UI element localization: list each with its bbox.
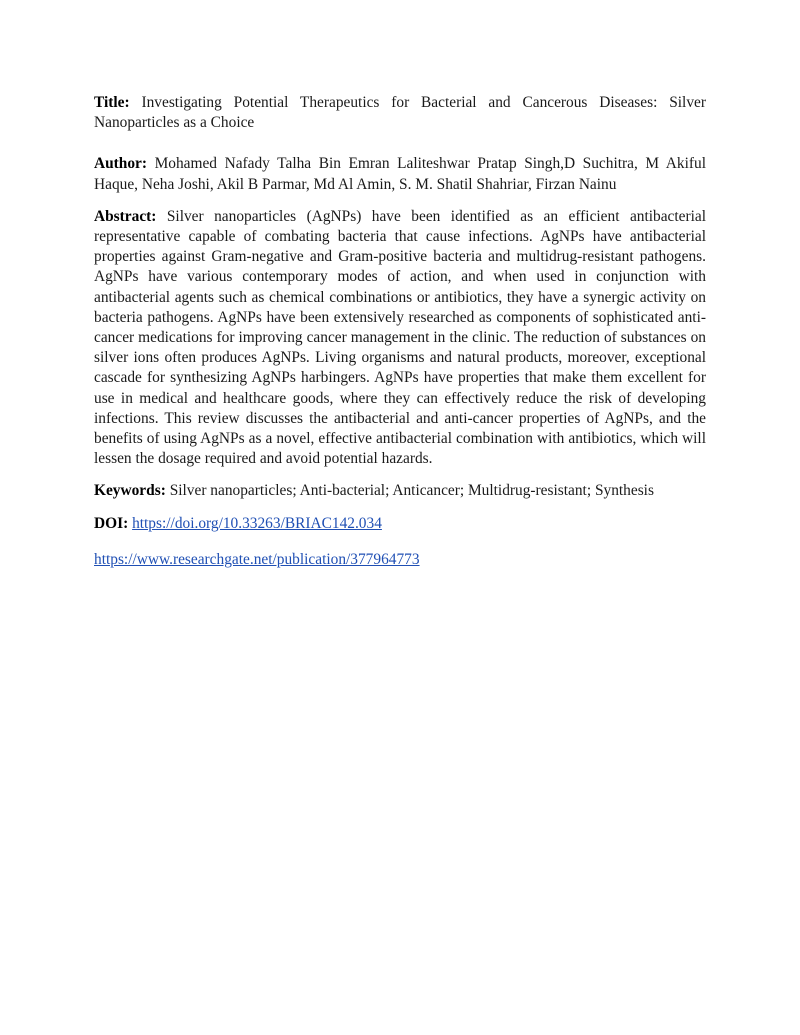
doi-link[interactable]: https://doi.org/10.33263/BRIAC142.034 <box>132 514 382 532</box>
author-paragraph <box>94 154 706 194</box>
keywords-text: Silver nanoparticles; Anti-bacterial; Anticancer; Multidrug-resistant; Synthesis <box>169 482 654 500</box>
doi-label: DOI: <box>94 514 129 532</box>
document-page <box>94 93 706 570</box>
title-paragraph <box>94 93 706 133</box>
keywords-label: Keywords: <box>94 482 166 500</box>
author-label: Author: <box>94 155 148 173</box>
author-text: Mohamed Nafady Talha Bin Emran Laliteshwar Pratap Singh,D Suchitra, M Akiful Haque, Neha Joshi, Akil B Parmar, Md Al Amin, S. M. Shatil Shahriar, Firzan Nainu <box>94 155 706 193</box>
title-label: Title: <box>94 94 130 111</box>
keywords-paragraph <box>94 481 706 501</box>
abstract-label: Abstract: <box>94 207 157 225</box>
researchgate-paragraph <box>94 550 706 570</box>
title-text: Investigating Potential Therapeutics for Bacterial and Cancerous Diseases: Silver Nanoparticles as a Choice <box>94 94 706 132</box>
abstract-text: Silver nanoparticles (AgNPs) have been identified as an efficient antibacterial representative capable of combating bacteria that cause infections. AgNPs have antibacterial properties against Gram-negative and Gram-positive bacteria and multidrug-resistant pathogens. AgNPs have various contemporary modes of action, and when used in conjunction with antibacterial agents such as chemical combinations or antibiotics, they have a synergic activity on bacteria pathogens. AgNPs have been extensively researched as components of sophisticated anti-cancer medications for improving cancer management in the clinic. The reduction of substances on silver ions often produces AgNPs. Living organisms and natural products, moreover, exceptional cascade for synthesizing AgNPs harbingers. AgNPs have properties that make them excellent for use in medical and healthcare goods, where they can effectively reduce the risk of developing infections. This review discusses the antibacterial and anti-cancer properties of AgNPs, and the benefits of using AgNPs as a novel, effective antibacterial combination with antibiotics, which will lessen the dosage required and avoid potential hazards. <box>94 207 706 468</box>
doi-paragraph <box>94 514 706 534</box>
abstract-paragraph <box>94 207 706 470</box>
researchgate-link[interactable]: https://www.researchgate.net/publication/377964773 <box>94 550 420 568</box>
